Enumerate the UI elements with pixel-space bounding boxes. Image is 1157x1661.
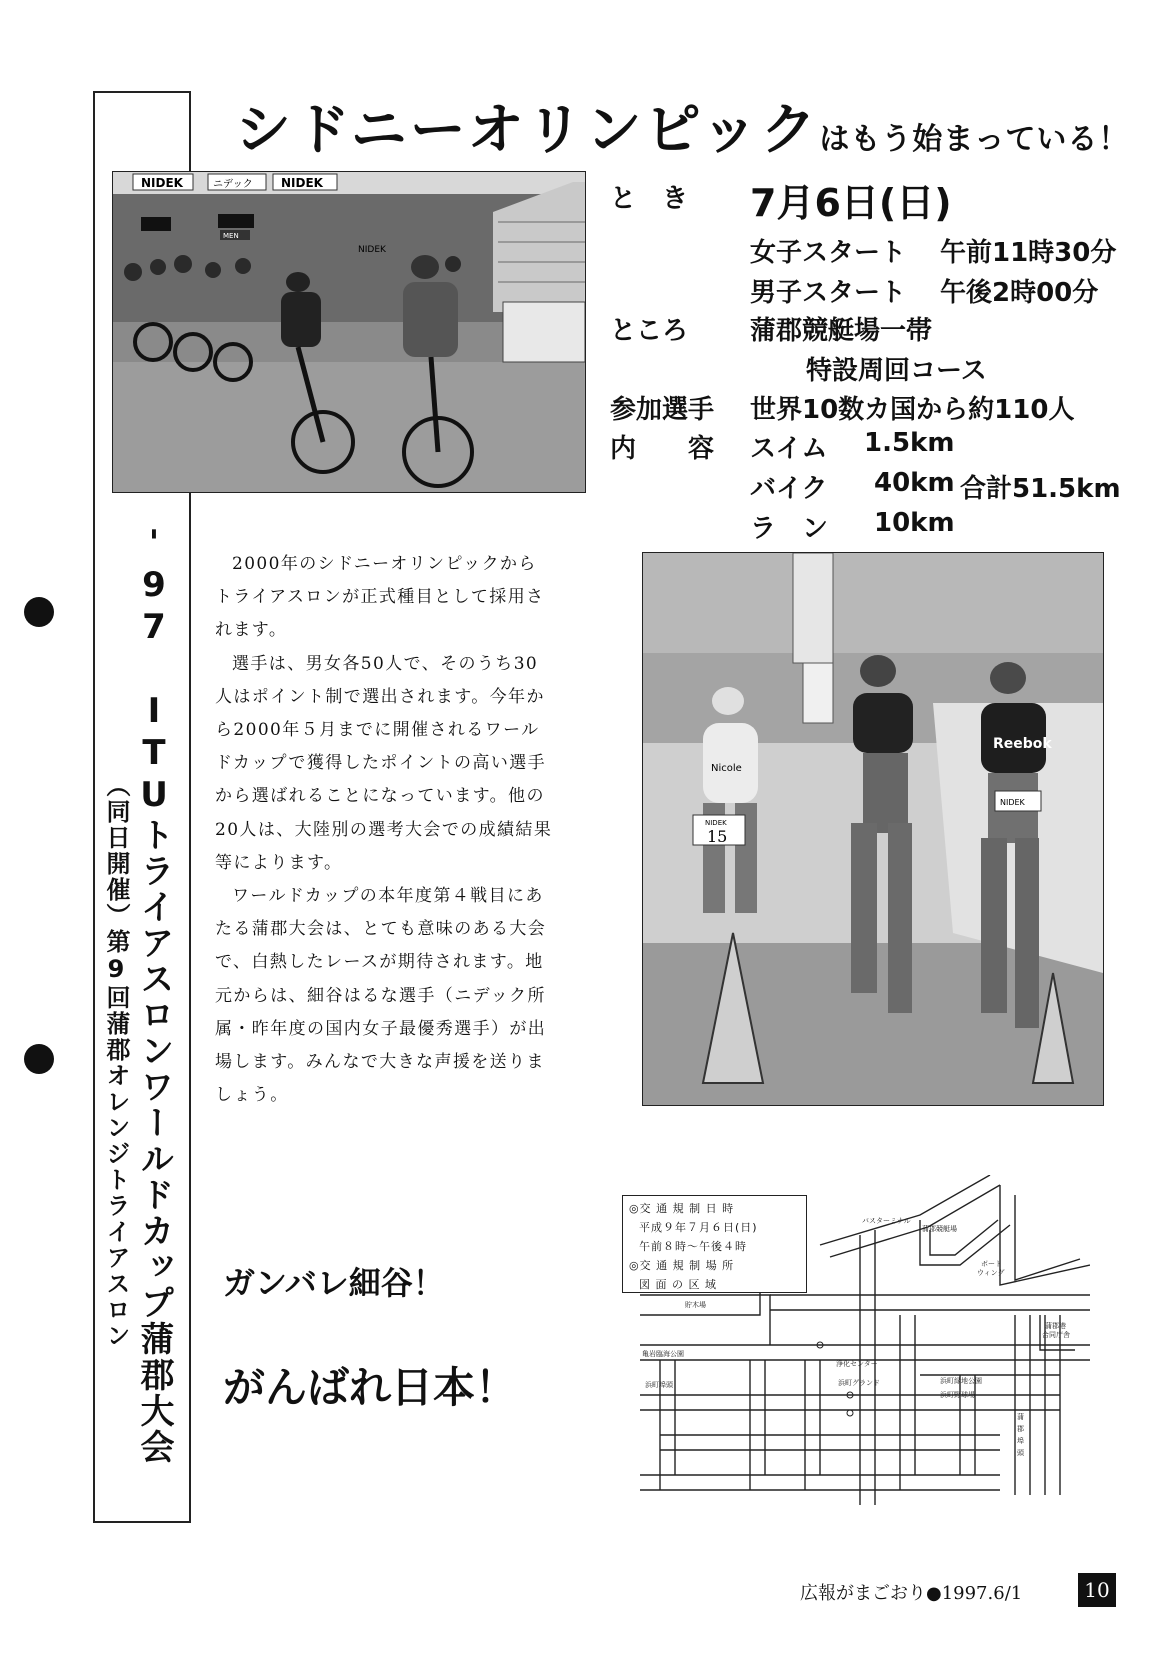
map-label-hamacho-ground: 浜町グランド xyxy=(838,1379,880,1387)
photo-cyclists xyxy=(112,171,586,493)
banner-text-4: MEN xyxy=(223,232,239,240)
info-label-date: と き xyxy=(610,184,689,214)
map-label-cooperative: 蒲郡港 xyxy=(1045,1322,1066,1330)
info-label-place: ところ xyxy=(610,316,689,346)
runner-name-text: Nicole xyxy=(711,763,742,774)
banner-text-1: NIDEK xyxy=(141,176,183,190)
map-label-kamegasaki: 亀岩臨海公園 xyxy=(642,1350,684,1358)
map-label-cooperative-2: 合同庁舎 xyxy=(1042,1331,1070,1339)
info-bike-dist: 40km xyxy=(874,468,955,498)
banner-text-5: NIDEK xyxy=(358,245,386,255)
info-total: 合計51.5km xyxy=(960,474,1121,504)
info-men-label: 男子スタート xyxy=(750,278,907,308)
bib-brand-1: NIDEK xyxy=(705,819,727,827)
notice-line-1: ◎交 通 規 制 日 時 xyxy=(629,1202,735,1215)
headline-tail: はもう始まっている！ xyxy=(819,122,1130,157)
info-label-content: 内 容 xyxy=(610,434,715,464)
photo-cyclists-image xyxy=(113,172,585,492)
map-label-boat-wing-2: ウィング xyxy=(977,1269,1005,1277)
map-label-gamagori-pier-2: 郡 xyxy=(1017,1425,1024,1433)
info-women-label: 女子スタート xyxy=(750,238,907,268)
map-label-hamacho-pier: 浜町埠頭 xyxy=(645,1381,673,1389)
info-row-men xyxy=(750,272,1099,309)
photo-runners-image xyxy=(643,553,1103,1105)
article-paragraph-1: 2000年のシドニーオリンピックからトライアスロンが正式種目として採用されます。 xyxy=(215,554,545,641)
info-row-bike xyxy=(750,468,1121,505)
article-paragraph-2: 選手は、男女各50人で、そのうち30人はポイント制で選出されます。今年から2000年５月までに開催されるワールドカップで獲得したポイントの高い選手から選ばれることになっています。他の20人は、大陸別の選考大会での成績結果等によります。 xyxy=(215,653,553,873)
map-label-hamacho-park: 浜町緑地公園 xyxy=(940,1377,982,1385)
notice-line-5: 図 面 の 区 域 xyxy=(639,1278,717,1291)
banner-text-2: ニデック xyxy=(213,179,253,190)
info-run-dist: 10km xyxy=(874,508,955,538)
traffic-notice xyxy=(622,1195,807,1293)
info-men-time: 午後2時00分 xyxy=(940,278,1099,308)
headline-main: シドニーオリンピック xyxy=(235,98,820,163)
info-swim: スイム xyxy=(750,434,828,464)
info-label-athletes: 参加選手 xyxy=(610,395,715,425)
binding-hole-top xyxy=(24,597,54,627)
notice-line-3: 午前８時～午後４時 xyxy=(639,1240,747,1253)
map-label-bus-terminal: バスターミナル xyxy=(862,1217,911,1225)
runner-shirt-text: Reebok xyxy=(993,736,1052,752)
map-label-boat-wing: ボート xyxy=(981,1260,1002,1268)
map-label-jouka: 浄化センター xyxy=(836,1360,878,1368)
cheer-hosoya: ガンバレ細谷！ xyxy=(223,1264,445,1302)
map-label-gamagori-pier-4: 頭 xyxy=(1017,1449,1024,1457)
map-label-lumber: 貯木場 xyxy=(685,1301,706,1309)
article-body xyxy=(215,548,555,1112)
notice-line-2: 平成９年７月６日(日) xyxy=(639,1221,758,1234)
bib-number: 15 xyxy=(707,827,728,846)
info-women-time: 午前11時30分 xyxy=(940,238,1117,268)
info-athletes: 世界10数カ国から約110人 xyxy=(750,395,1075,425)
info-row-women xyxy=(750,232,1117,269)
notice-line-4: ◎交 通 規 制 場 所 xyxy=(629,1259,735,1272)
photo-runners xyxy=(642,552,1104,1106)
page-number: 10 xyxy=(1078,1573,1116,1607)
bib-brand-2: NIDEK xyxy=(1000,798,1025,807)
map-label-boat-race: 蒲郡競艇場 xyxy=(922,1225,957,1233)
map-label-hamacho-baseball: 浜町野球場 xyxy=(940,1391,975,1399)
cheer-japan: がんばれ日本！ xyxy=(223,1363,518,1412)
map-label-gamagori-pier-3: 埠 xyxy=(1017,1437,1024,1445)
info-row-run xyxy=(750,508,955,545)
footer-publication: 広報がまごおり●1997.6/1 xyxy=(800,1583,1023,1604)
info-place: 蒲郡競艇場一帯 xyxy=(750,316,933,346)
binding-hole-bottom xyxy=(24,1044,54,1074)
map-label-gamagori-pier-1: 蒲 xyxy=(1017,1413,1024,1421)
vertical-title-main: '97 ITUトライアスロンワールドカップ蒲郡大会 xyxy=(134,523,174,1465)
info-run: ラ ン xyxy=(750,514,829,544)
info-bike: バイク xyxy=(750,474,828,504)
info-date: 7月6日(日) xyxy=(750,181,952,225)
article-paragraph-3: ワールドカップの本年度第４戦目にあたる蒲郡大会は、とても意味のある大会で、白熱したレースが期待されます。地元からは、細谷はるな選手（ニデック所属・昨年度の国内女子最優秀選手）が出場します。みんなで大きな声援を送りましょう。 xyxy=(215,886,547,1106)
headline xyxy=(235,86,1130,163)
info-swim-dist: 1.5km xyxy=(864,428,955,458)
info-place-sub: 特設周回コース xyxy=(806,356,987,386)
vertical-title-sub: （同日開催）第9回蒲郡オレンジトライアスロン xyxy=(102,773,130,1349)
banner-text-3: NIDEK xyxy=(281,176,323,190)
